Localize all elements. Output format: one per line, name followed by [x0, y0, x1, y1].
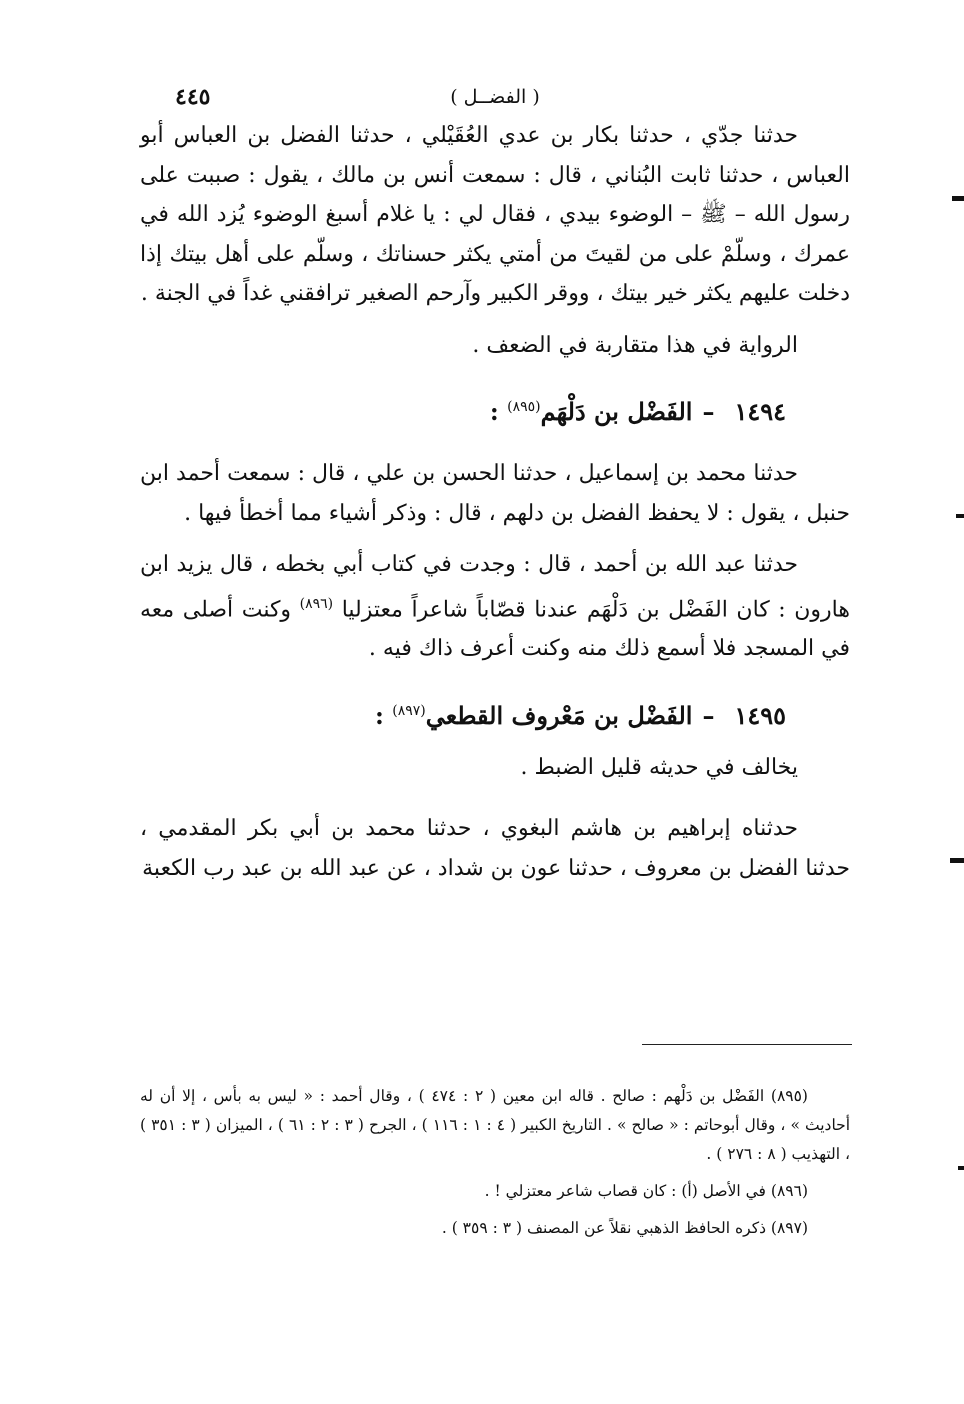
- main-text: [140, 116, 850, 888]
- scan-mark: [952, 196, 964, 201]
- entry-number: ١٤٩٥: [734, 700, 786, 730]
- entry-heading-1495: [140, 691, 850, 736]
- page-header: [140, 84, 850, 116]
- paragraph-1494-b: [140, 545, 850, 669]
- entry-dash: –: [702, 397, 715, 426]
- entry-name: الفَضْل بن مَعْروف القطعي: [425, 700, 693, 730]
- footnotes: [140, 1082, 850, 1251]
- scan-mark: [950, 858, 964, 863]
- paragraph-1495-a: يخالف في حديثه قليل الضبط .: [520, 754, 798, 780]
- paragraph-1495-b: حدثناه إبراهيم بن هاشم البغوي ، حدثنا محمد بن أبي بكر المقدمي ، حدثنا الفضل بن معروف ، حدثنا عون بن شداد ، عن عبد الله بن عبد رب الكعبة: [140, 816, 850, 881]
- entry-dash: –: [702, 700, 715, 730]
- entry-colon: :: [489, 397, 499, 426]
- footnote-ref: (٨٩٥): [507, 399, 541, 415]
- scan-mark: [958, 1166, 964, 1170]
- footnote-divider: [642, 1044, 852, 1045]
- paragraph-1494-b-tail: وكنت أصلى معه في المسجد فلا أسمع ذلك منه وكنت أعرف ذاك فيه .: [140, 596, 850, 662]
- entry-heading-1494: [140, 387, 850, 432]
- entry-number: ١٤٩٤: [734, 397, 786, 426]
- paragraph-1494-b-text: حدثنا عبد الله بن أحمد ، قال : وجدت في كتاب أبي بخطه ، قال يزيد ابن هارون : كان الفَضْل بن دَلْهَم عندنا قصّاباً شاعراً معتزليا: [140, 552, 850, 622]
- scan-mark: [956, 514, 964, 518]
- footnote-ref: (٨٩٦): [299, 595, 334, 612]
- paragraph-comment: الرواية في هذا متقاربة في الضعف .: [472, 332, 798, 358]
- paragraph-1494-a: حدثنا محمد بن إسماعيل ، حدثنا الحسن بن علي ، قال : سمعت أحمد ابن حنبل ، يقول : لا يحفظ الفضل بن دلهم ، قال : وذكر أشياء مما أخطأ فيها .: [140, 461, 850, 526]
- footnote-ref: (٨٩٧): [392, 702, 426, 719]
- footnote-895: (٨٩٥) الفَضْل بن دَلْهم : صالح . قاله ابن معين ( ٢ : ٤٧٤ ) ، وقال أحمد : « ليس به بأس ، إلا أن له أحاديث » ، وقال أبوحاتم : « صالح » . التاريخ الكبير ( ٤ : ١ : ١١٦ ) ، الجرح ( ٣ : ٢ : ٦١ ) ، الميزان ( ٣ : ٣٥١ ) ، التهذيب ( ٨ : ٢٧٦ ) .: [140, 1087, 851, 1163]
- footnote-897: (٨٩٧) ذكره الحافظ الذهبي نقلاً عن المصنف ( ٣ : ٣٥٩ ) .: [441, 1219, 808, 1237]
- paragraph-hadith: حدثنا جدّي ، حدثنا بكار بن عدي العُقَيْلي ، حدثنا الفضل بن العباس أبو العباس ، حدثنا ثابت البُناني ، قال : سمعت أنس بن مالك ، يقول : صببت على رسول الله – ﷺ – الوضوء بيدي ، فقال لي : يا غلام أسبغ الوضوء يُزد الله في عمرك ، وسلّمْ على من لقيتَ من أمتي يكثر حسناتك ، وسلّم على أهل بيتك إذا دخلت عليهم يكثر خير بيتك ، ووقر الكبير وآرحم الصغير ترافقني غداً في الجنة .: [140, 123, 850, 306]
- entry-colon: :: [375, 700, 384, 730]
- entry-name: الفَضْل بن دَلْهَم: [540, 397, 693, 426]
- footnote-896: (٨٩٦) في الأصل (أ) : كان قصاب شاعر معتزلي ! .: [484, 1182, 808, 1200]
- page-number: ٤٤٥: [175, 84, 211, 110]
- running-title: ( الفضــل ): [450, 86, 540, 108]
